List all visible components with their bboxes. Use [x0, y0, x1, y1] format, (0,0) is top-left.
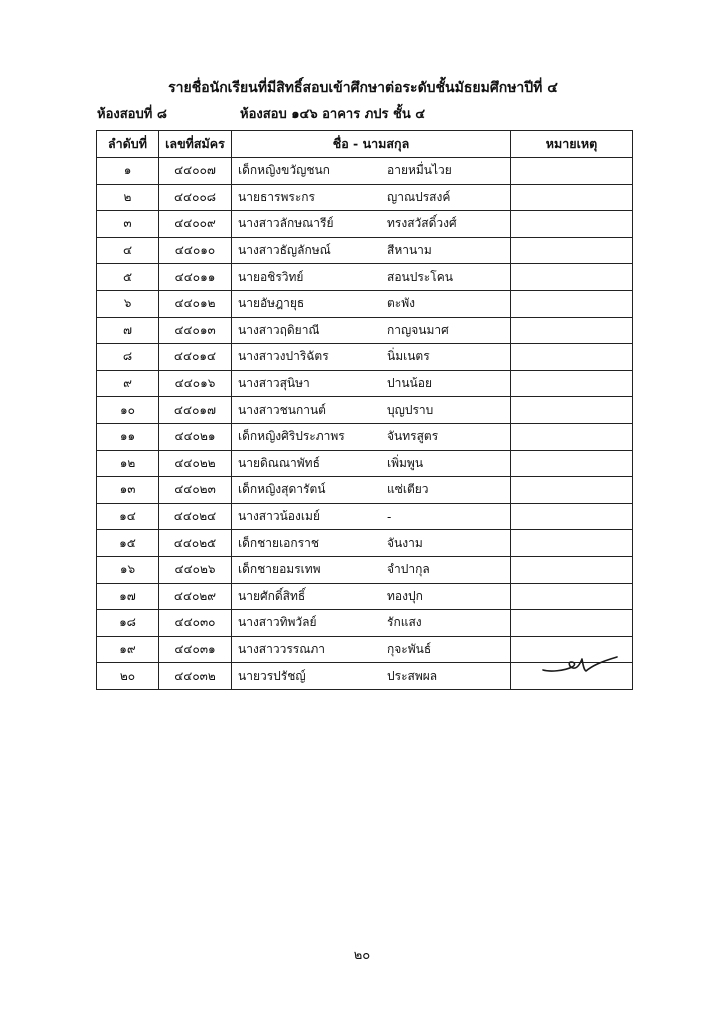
student-roster-table	[96, 130, 633, 690]
remarks-cell	[511, 158, 633, 185]
table-row	[97, 370, 633, 397]
sequence-cell: ๑๑	[97, 423, 159, 450]
sequence-cell: ๗	[97, 317, 159, 344]
registration-number-cell: ๔๔๐๒๖	[159, 556, 232, 583]
last-name: เพิ่มพูน	[387, 455, 424, 470]
full-name-cell	[232, 264, 511, 291]
registration-number-cell: ๔๔๐๒๑	[159, 423, 232, 450]
remarks-cell	[511, 423, 633, 450]
full-name-cell	[232, 344, 511, 371]
registration-number-cell: ๔๔๐๑๐	[159, 237, 232, 264]
table-row	[97, 423, 633, 450]
table-row	[97, 317, 633, 344]
registration-number-cell: ๔๔๐๑๖	[159, 370, 232, 397]
last-name: ปานน้อย	[387, 376, 432, 391]
registration-number-cell: ๔๔๐๒๒	[159, 450, 232, 477]
sequence-cell: ๑๙	[97, 636, 159, 663]
registration-number-cell: ๔๔๐๑๒	[159, 290, 232, 317]
sequence-cell: ๒๐	[97, 663, 159, 690]
last-name: กาญจนมาศ	[387, 322, 449, 337]
table-row	[97, 503, 633, 530]
registration-number-cell: ๔๔๐๑๑	[159, 264, 232, 291]
last-name: ทรงสวัสดิ์วงศ์	[387, 216, 457, 231]
full-name-cell	[232, 556, 511, 583]
first-name: เด็กหญิงขวัญชนก	[238, 163, 330, 178]
full-name-cell	[232, 397, 511, 424]
first-name: นางสาวลักษณารีย์	[238, 216, 334, 231]
table-row	[97, 556, 633, 583]
first-name: นางสาวสุนิษา	[238, 376, 310, 391]
registration-number-cell: ๔๔๐๒๕	[159, 530, 232, 557]
table-row	[97, 530, 633, 557]
first-name: นางสาวน้องเมย์	[238, 509, 320, 524]
last-name: รักแสง	[387, 615, 422, 630]
first-name: เด็กชายอมรเทพ	[238, 562, 321, 577]
remarks-cell	[511, 503, 633, 530]
sequence-cell: ๑๘	[97, 610, 159, 637]
full-name-cell	[232, 530, 511, 557]
full-name-cell	[232, 211, 511, 238]
first-name: นางสาวทิพวัลย์	[238, 615, 317, 630]
first-name: เด็กหญิงสุดารัตน์	[238, 482, 326, 497]
full-name-cell	[232, 583, 511, 610]
last-name: แซ่เตียว	[387, 482, 429, 497]
sequence-cell: ๘	[97, 344, 159, 371]
table-row	[97, 583, 633, 610]
header-full-name: ชื่อ - นามสกุล	[232, 131, 511, 158]
registration-number-cell: ๔๔๐๒๔	[159, 503, 232, 530]
sequence-cell: ๖	[97, 290, 159, 317]
remarks-cell	[511, 610, 633, 637]
full-name-cell	[232, 663, 511, 690]
document-title: รายชื่อนักเรียนที่มีสิทธิ์สอบเข้าศึกษาต่อระดับชั้นมัธยมศึกษาปีที่ ๔	[168, 80, 558, 96]
first-name: นางสาวฤดิยาณี	[238, 322, 320, 337]
sequence-cell: ๔	[97, 237, 159, 264]
registration-number-cell: ๔๔๐๐๗	[159, 158, 232, 185]
registration-number-cell: ๔๔๐๐๙	[159, 211, 232, 238]
registration-number-cell: ๔๔๐๒๙	[159, 583, 232, 610]
remarks-cell	[511, 290, 633, 317]
full-name-cell	[232, 503, 511, 530]
remarks-cell	[511, 450, 633, 477]
first-name: นายศักดิ์สิทธิ์	[238, 588, 306, 603]
sequence-cell: ๕	[97, 264, 159, 291]
sequence-cell: ๒	[97, 184, 159, 211]
table-row	[97, 610, 633, 637]
table-row	[97, 344, 633, 371]
full-name-cell	[232, 317, 511, 344]
registration-number-cell: ๔๔๐๐๘	[159, 184, 232, 211]
table-row	[97, 290, 633, 317]
table-row	[97, 158, 633, 185]
sequence-cell: ๑๔	[97, 503, 159, 530]
remarks-cell	[511, 556, 633, 583]
last-name: ทองปุก	[387, 588, 423, 603]
last-name: ตะพัง	[387, 296, 416, 311]
registration-number-cell: ๔๔๐๑๓	[159, 317, 232, 344]
header-registration-number: เลขที่สมัคร	[159, 131, 232, 158]
remarks-cell	[511, 237, 633, 264]
remarks-cell	[511, 370, 633, 397]
table-row	[97, 184, 633, 211]
header-remarks: หมายเหตุ	[511, 131, 633, 158]
header-sequence: ลำดับที่	[97, 131, 159, 158]
first-name: นายอัษฎายุธ	[238, 296, 305, 311]
first-name: นางสาวชนกานต์	[238, 402, 326, 417]
table-body	[97, 158, 633, 690]
registration-number-cell: ๔๔๐๑๔	[159, 344, 232, 371]
last-name: ประสพผล	[387, 668, 438, 683]
table-header	[97, 131, 633, 158]
first-name: นายธารพระกร	[238, 189, 315, 204]
first-name: นางสาวงปาริฉัตร	[238, 349, 329, 364]
sequence-cell: ๓	[97, 211, 159, 238]
exam-room-label: ห้องสอบที่ ๘	[97, 107, 167, 122]
first-name: นายวรปรัชญ์	[238, 668, 306, 683]
table-row	[97, 397, 633, 424]
sequence-cell: ๑๕	[97, 530, 159, 557]
first-name: เด็กชายเอกราช	[238, 535, 319, 550]
registration-number-cell: ๔๔๐๓๐	[159, 610, 232, 637]
last-name: จันทรสูตร	[387, 429, 439, 444]
table-row	[97, 211, 633, 238]
signature-mark	[540, 650, 620, 680]
full-name-cell	[232, 158, 511, 185]
remarks-cell	[511, 397, 633, 424]
last-name: จันงาม	[387, 535, 423, 550]
remarks-cell	[511, 583, 633, 610]
remarks-cell	[511, 184, 633, 211]
sequence-cell: ๙	[97, 370, 159, 397]
table-row	[97, 450, 633, 477]
sequence-cell: ๑๒	[97, 450, 159, 477]
full-name-cell	[232, 450, 511, 477]
last-name: ญาณปรสงค์	[387, 189, 451, 204]
first-name: เด็กหญิงศิริประภาพร	[238, 429, 345, 444]
remarks-cell	[511, 317, 633, 344]
full-name-cell	[232, 237, 511, 264]
exam-room-detail: ห้องสอบ ๑๔๖ อาคาร ภปร ชั้น ๔	[240, 107, 426, 122]
full-name-cell	[232, 636, 511, 663]
remarks-cell	[511, 344, 633, 371]
last-name: บุญปราบ	[387, 402, 434, 417]
full-name-cell	[232, 477, 511, 504]
sequence-cell: ๑๓	[97, 477, 159, 504]
sequence-cell: ๑๖	[97, 556, 159, 583]
last-name: -	[387, 509, 392, 524]
last-name: นิ่มเนตร	[387, 349, 430, 364]
remarks-cell	[511, 530, 633, 557]
full-name-cell	[232, 610, 511, 637]
last-name: สีหานาม	[387, 243, 432, 258]
first-name: นายอชิรวิทย์	[238, 269, 304, 284]
full-name-cell	[232, 423, 511, 450]
table-row	[97, 477, 633, 504]
full-name-cell	[232, 290, 511, 317]
page-number: ๒๐	[353, 948, 371, 963]
remarks-cell	[511, 264, 633, 291]
last-name: สอนประโคน	[387, 269, 453, 284]
table-row	[97, 237, 633, 264]
registration-number-cell: ๔๔๐๓๑	[159, 636, 232, 663]
table-header-row	[97, 131, 633, 158]
full-name-cell	[232, 370, 511, 397]
full-name-cell	[232, 184, 511, 211]
first-name: นายดิณณาพัทธ์	[238, 455, 320, 470]
last-name: จำปากุล	[387, 562, 430, 577]
registration-number-cell: ๔๔๐๒๓	[159, 477, 232, 504]
sequence-cell: ๑	[97, 158, 159, 185]
remarks-cell	[511, 477, 633, 504]
last-name: อายหมื่นไวย	[387, 163, 452, 178]
sequence-cell: ๑๗	[97, 583, 159, 610]
first-name: นางสาววรรณภา	[238, 641, 326, 656]
last-name: กุจะพันธ์	[387, 641, 432, 656]
registration-number-cell: ๔๔๐๑๗	[159, 397, 232, 424]
sequence-cell: ๑๐	[97, 397, 159, 424]
registration-number-cell: ๔๔๐๓๒	[159, 663, 232, 690]
first-name: นางสาวธัญลักษณ์	[238, 243, 331, 258]
table-row	[97, 264, 633, 291]
remarks-cell	[511, 211, 633, 238]
